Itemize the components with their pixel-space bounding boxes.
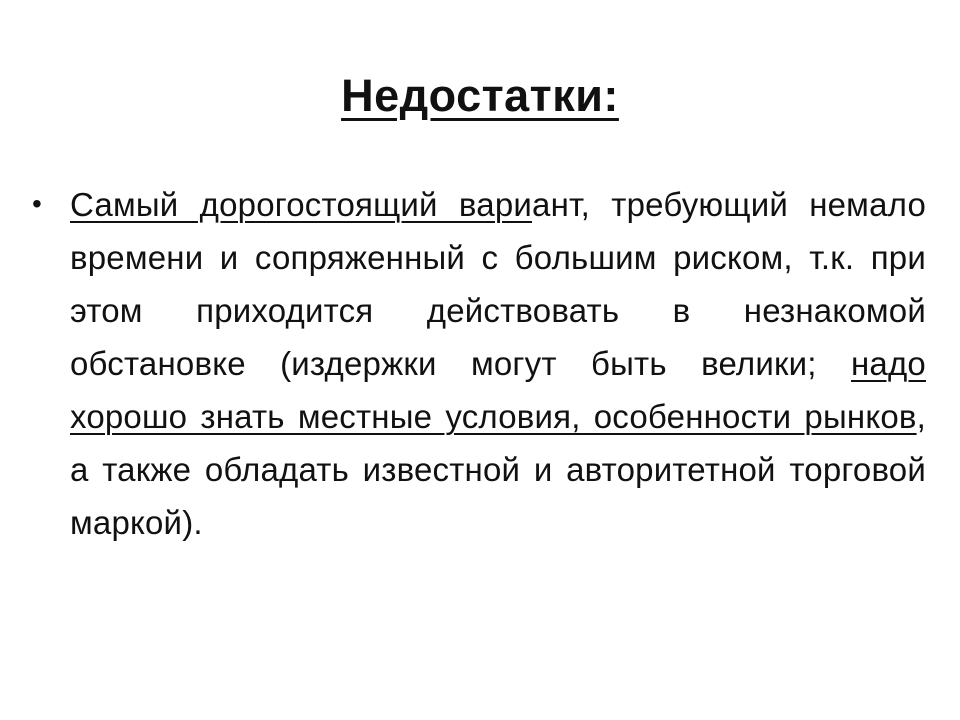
bullet-text [70, 178, 926, 549]
bullet-text-underlined-2: надо хорошо знать местные условия, особенности рынков [70, 345, 926, 435]
slide-title-text: Недостатки: [341, 70, 619, 121]
bullet-text-plain-2: , а также обладать известной и авторитетной торговой маркой). [70, 398, 926, 541]
bullet-text-underlined-1: Самый дорогостоящий вари [70, 186, 533, 223]
bullet-item [32, 178, 928, 549]
bullet-text-plain-1: ант, требующий немало времени и сопряженный с большим риском, т.к. при этом приходится действовать в незнакомой обстановке (издержки могут быть велики; [70, 186, 926, 382]
bullet-icon: • [32, 188, 42, 219]
slide-title [0, 66, 960, 126]
